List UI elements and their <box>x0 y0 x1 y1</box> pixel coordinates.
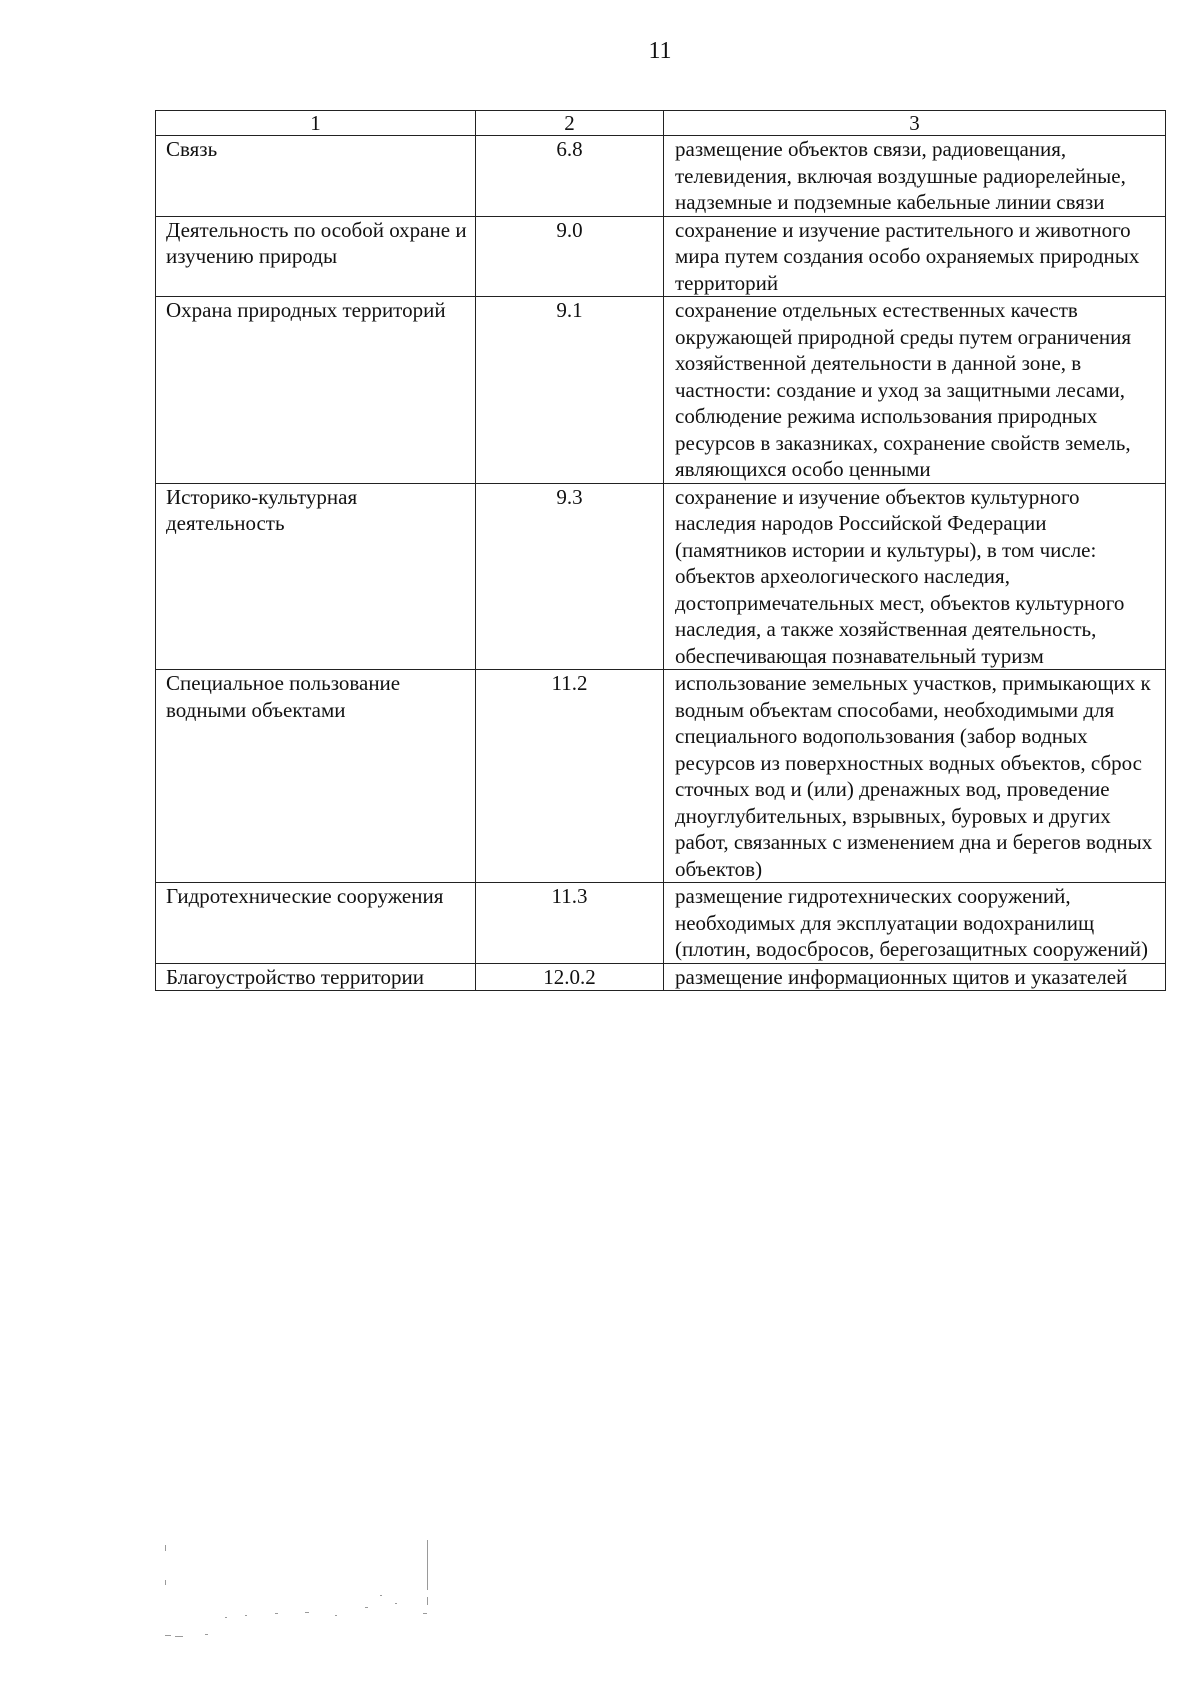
table-row <box>156 963 1166 991</box>
use-code: 9.0 <box>476 216 664 297</box>
column-header-2: 2 <box>476 111 664 136</box>
use-description: сохранение отдельных естественных качеств окружающей природной среды путем ограничения хозяйственной деятельности в данной зоне, в частности: создание и уход за защитными лесами, соблюдение режима использования природных ресурсов в заказниках, сохранение свойств земель, являющихся особо ценными <box>664 297 1166 484</box>
table-row <box>156 216 1166 297</box>
table-row <box>156 136 1166 217</box>
use-description: размещение информационных щитов и указателей <box>664 963 1166 991</box>
use-description: сохранение и изучение объектов культурного наследия народов Российской Федерации (памятников истории и культуры), в том числе: объектов археологического наследия, достопримечательных мест, объектов культурного наследия, а также хозяйственная деятельность, обеспечивающая познавательный туризм <box>664 483 1166 670</box>
use-code: 11.2 <box>476 670 664 883</box>
use-name: Связь <box>156 136 476 217</box>
use-name: Благоустройство территории <box>156 963 476 991</box>
use-description: размещение гидротехнических сооружений, необходимых для эксплуатации водохранилищ (плотин, водосбросов, берегозащитных сооружений) <box>664 883 1166 964</box>
use-name: Охрана природных территорий <box>156 297 476 484</box>
table-row <box>156 670 1166 883</box>
table-header-row <box>156 111 1166 136</box>
scan-noise-marks <box>165 1535 435 1645</box>
use-name: Деятельность по особой охране и изучению природы <box>156 216 476 297</box>
column-header-1: 1 <box>156 111 476 136</box>
table-row <box>156 297 1166 484</box>
column-header-3: 3 <box>664 111 1166 136</box>
land-use-table <box>155 110 1166 991</box>
use-code: 9.1 <box>476 297 664 484</box>
use-description: размещение объектов связи, радиовещания, телевидения, включая воздушные радиорелейные, надземные и подземные кабельные линии связи <box>664 136 1166 217</box>
page-number: 11 <box>648 38 672 64</box>
use-name: Гидротехнические сооружения <box>156 883 476 964</box>
use-code: 11.3 <box>476 883 664 964</box>
table-row <box>156 883 1166 964</box>
use-name: Историко-культурная деятельность <box>156 483 476 670</box>
use-name: Специальное пользование водными объектами <box>156 670 476 883</box>
use-code: 6.8 <box>476 136 664 217</box>
use-code: 12.0.2 <box>476 963 664 991</box>
use-description: использование земельных участков, примыкающих к водным объектам способами, необходимыми для специального водопользования (забор водных ресурсов из поверхностных водных объектов, сброс сточных вод и (или) дренажных вод, проведение дноуглубительных, взрывных, буровых и других работ, связанных с изменением дна и берегов водных объектов) <box>664 670 1166 883</box>
use-code: 9.3 <box>476 483 664 670</box>
table-row <box>156 483 1166 670</box>
use-description: сохранение и изучение растительного и животного мира путем создания особо охраняемых природных территорий <box>664 216 1166 297</box>
